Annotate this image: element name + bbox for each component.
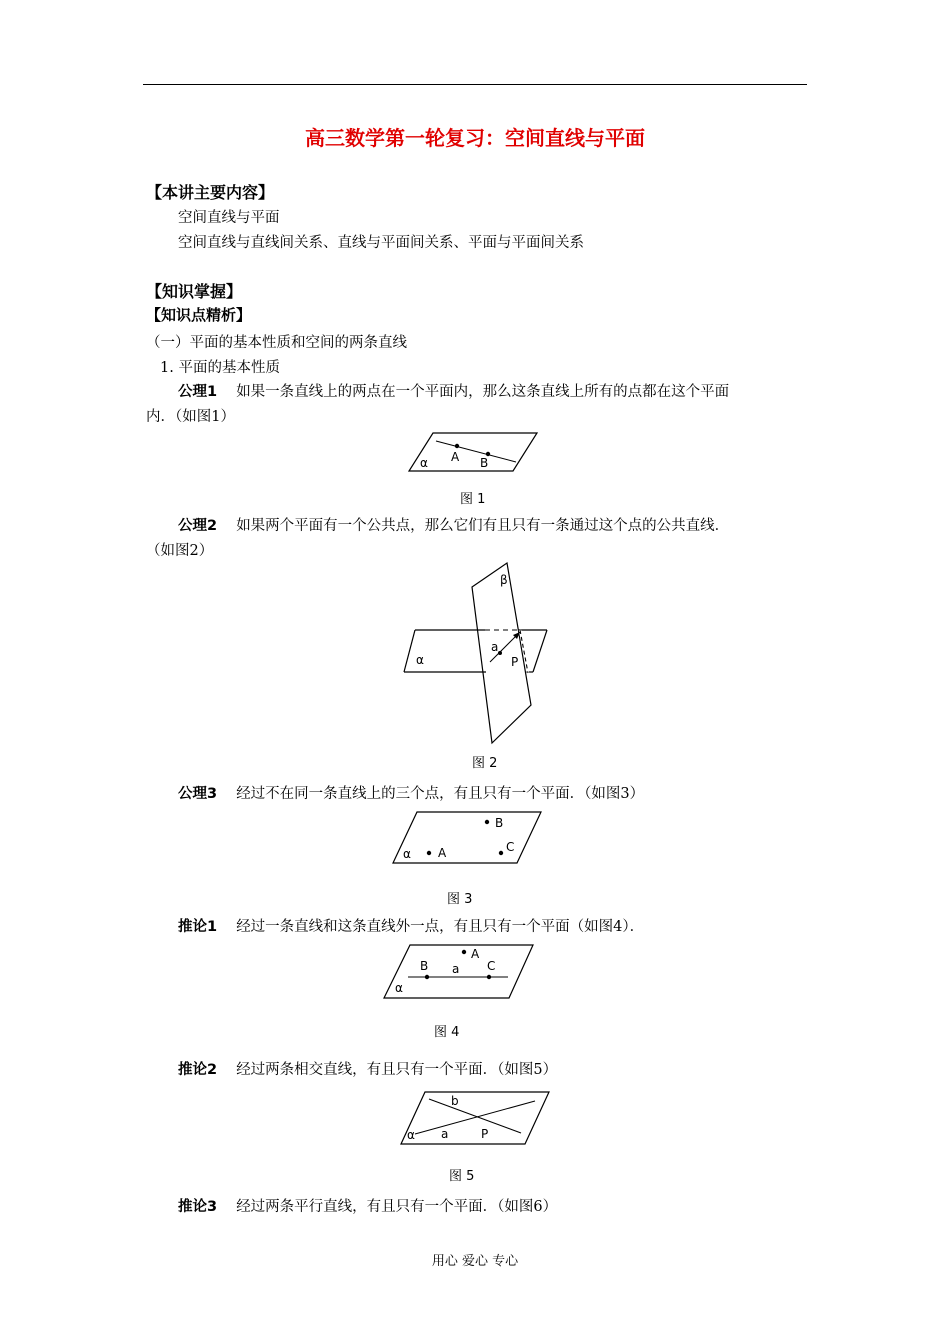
figure-4 [378,938,548,1000]
label-a: A [451,450,460,464]
main-line-2: 空间直线与直线间关系、直线与平面间关系、平面与平面间关系 [178,235,584,251]
axiom-2-label: 公理2 [178,518,218,534]
label-alpha: α [407,1128,415,1142]
label-b: B [420,959,429,973]
label-line-a: a [452,962,460,976]
point-a [462,950,466,954]
figure-1-caption: 图 1 [460,492,486,507]
corollary-3-label: 推论3 [178,1199,218,1215]
figure-1 [400,425,550,480]
axiom-3-text: 经过不在同一条直线上的三个点，有且只有一个平面．（如图3） [236,786,645,802]
label-a: a [441,1127,449,1141]
part-1-title: （一）平面的基本性质和空间的两条直线 [146,335,407,351]
page-title: 高三数学第一轮复习：空间直线与平面 [305,126,645,150]
plane-alpha [409,433,537,471]
corollary-3-text: 经过两条平行直线，有且只有一个平面．（如图6） [236,1199,558,1215]
corollary-1-text: 经过一条直线和这条直线外一点，有且只有一个平面（如图4）． [236,919,645,935]
label-alpha: α [403,847,411,861]
point-b [485,820,489,824]
label-b: B [495,816,504,830]
label-a: A [471,947,480,961]
main-line-1: 空间直线与平面 [178,210,280,226]
corollary-3 [178,1195,557,1216]
point-c [487,975,491,979]
label-b: B [480,456,489,470]
label-a: A [438,846,447,860]
axiom-3 [178,782,644,803]
corollary-2-text: 经过两条相交直线，有且只有一个平面．（如图5） [236,1062,558,1078]
figure-5 [395,1084,555,1146]
label-p: P [511,655,519,669]
point-p [498,651,502,655]
corollary-1 [178,915,644,936]
corollary-2 [178,1058,557,1079]
corollary-1-label: 推论1 [178,919,218,935]
figure-3 [385,805,550,867]
corollary-2-label: 推论2 [178,1062,218,1078]
footer: 用心 爱心 专心 [431,1254,519,1269]
axiom-2 [178,514,729,535]
line-a [415,1101,535,1134]
header-rule [143,84,807,85]
axiom-2-text: 如果两个平面有一个公共点，那么它们有且只有一条通过这个点的公共直线． [236,518,730,534]
axiom-1-cont: 内．（如图1） [146,409,235,425]
figure-3-caption: 图 3 [447,892,473,907]
figure-5-caption: 图 5 [449,1169,475,1184]
axiom-1 [178,380,729,401]
label-alpha: α [416,653,424,667]
label-c: C [487,959,496,973]
label-b: b [451,1094,459,1108]
label-c: C [506,840,515,854]
point-a [427,851,431,855]
sub-heading-analysis: 【知识点精析】 [146,306,252,324]
section-heading-main: 【本讲主要内容】 [146,183,275,202]
axiom-3-label: 公理3 [178,786,218,802]
section-heading-knowledge: 【知识掌握】 [146,282,243,301]
line-ab [436,441,516,462]
axiom-2-cont: （如图2） [146,543,214,559]
figure-4-caption: 图 4 [434,1025,460,1040]
figure-2-caption: 图 2 [472,756,498,771]
label-beta: β [500,573,508,587]
point-a [455,444,459,448]
plane-alpha [393,812,541,863]
label-alpha: α [395,981,403,995]
point-b [425,975,429,979]
axiom-1-text: 如果一条直线上的两点在一个平面内，那么这条直线上所有的点都在这个平面 [236,384,730,400]
label-a: a [491,640,499,654]
label-p: P [481,1127,489,1141]
point-c [499,851,503,855]
item-1-title: 1. 平面的基本性质 [160,360,280,376]
figure-2 [400,555,555,745]
axiom-1-label: 公理1 [178,384,218,400]
label-alpha: α [420,456,428,470]
